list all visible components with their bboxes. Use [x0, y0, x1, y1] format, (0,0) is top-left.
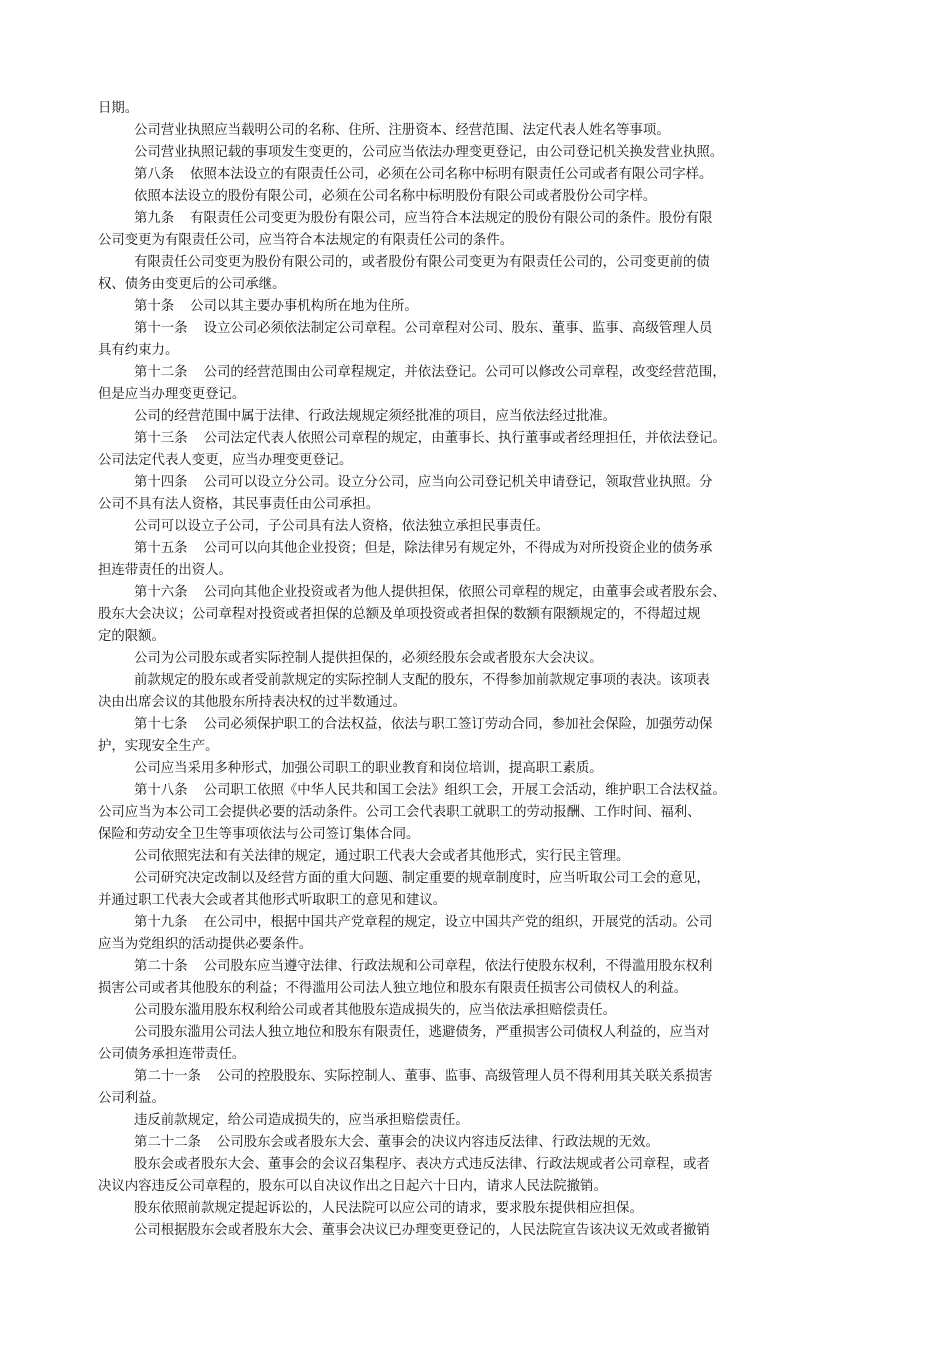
article-label: 第八条	[134, 167, 175, 182]
article-line	[134, 429, 798, 449]
text-line: 公司法定代表人变更，应当办理变更登记。	[98, 453, 353, 468]
text-line: 公司营业执照应当载明公司的名称、住所、注册资本、经营范围、法定代表人姓名等事项。	[134, 123, 670, 138]
text-line: 公司可以设立子公司，子公司具有法人资格，依法独立承担民事责任。	[134, 519, 550, 534]
text-line: 公司研究决定改制以及经营方面的重大问题、制定重要的规章制度时，应当听取公司工会的意见，	[134, 871, 710, 886]
article-label: 第九条	[134, 211, 175, 226]
text-line: 决由出席会议的其他股东所持表决权的过半数通过。	[98, 695, 406, 710]
text-line: 前款规定的股东或者受前款规定的实际控制人支配的股东，不得参加前款规定事项的表决。该项表	[134, 673, 710, 688]
article-text: 设立公司必须依法制定公司章程。公司章程对公司、股东、董事、监事、高级管理人员	[203, 321, 713, 336]
article-label: 第十一条	[134, 321, 188, 336]
text-line: 股东依照前款规定提起诉讼的，人民法院可以应公司的请求，要求股东提供相应担保。	[134, 1201, 643, 1216]
text-line: 公司变更为有限责任公司，应当符合本法规定的有限责任公司的条件。	[98, 233, 514, 248]
article-line	[134, 363, 798, 383]
text-line: 但是应当办理变更登记。	[98, 387, 246, 402]
article-text: 公司可以向其他企业投资；但是，除法律另有规定外，不得成为对所投资企业的债务承	[203, 541, 713, 556]
article-line	[134, 583, 798, 603]
article-label: 第二十一条	[134, 1069, 201, 1084]
article-text: 公司以其主要办事机构所在地为住所。	[190, 299, 418, 314]
text-line: 担连带责任的出资人。	[98, 563, 232, 578]
article-text: 公司可以设立分公司。设立分公司，应当向公司登记机关申请登记，领取营业执照。分	[203, 475, 713, 490]
article-label: 第十二条	[134, 365, 188, 380]
article-line	[134, 297, 798, 317]
article-line	[134, 319, 798, 339]
article-text: 在公司中，根据中国共产党章程的规定，设立中国共产党的组织，开展党的活动。公司	[203, 915, 713, 930]
article-text: 依照本法设立的有限责任公司，必须在公司名称中标明有限责任公司或者有限公司字样。	[190, 167, 713, 182]
article-label: 第十五条	[134, 541, 188, 556]
article-text: 公司法定代表人依照公司章程的规定，由董事长、执行董事或者经理担任，并依法登记。	[203, 431, 726, 446]
article-text: 公司必须保护职工的合法权益，依法与职工签订劳动合同，参加社会保险，加强劳动保	[203, 717, 713, 732]
text-line: 公司债务承担连带责任。	[98, 1047, 246, 1062]
article-line	[134, 913, 798, 933]
article-label: 第十条	[134, 299, 175, 314]
text-line: 权、债务由变更后的公司承继。	[98, 277, 286, 292]
text-line: 有限责任公司变更为股份有限公司的，或者股份有限公司变更为有限责任公司的，公司变更前的债	[134, 255, 710, 270]
text-line: 决议内容违反公司章程的，股东可以自决议作出之日起六十日内，请求人民法院撤销。	[98, 1179, 607, 1194]
article-line	[134, 473, 798, 493]
text-line: 应当为党组织的活动提供必要条件。	[98, 937, 313, 952]
article-line	[134, 209, 798, 229]
text-line: 公司根据股东会或者股东大会、董事会决议已办理变更登记的，人民法院宣告该决议无效或者撤销	[134, 1223, 710, 1238]
article-label: 第十四条	[134, 475, 188, 490]
article-line	[134, 539, 798, 559]
text-line: 违反前款规定，给公司造成损失的，应当承担赔偿责任。	[134, 1113, 469, 1128]
article-line	[134, 957, 798, 977]
article-label: 第二十条	[134, 959, 188, 974]
article-text: 公司的控股股东、实际控制人、董事、监事、高级管理人员不得利用其关联关系损害	[216, 1069, 713, 1084]
text-line: 公司营业执照记载的事项发生变更的，公司应当依法办理变更登记，由公司登记机关换发营业执照。	[134, 145, 724, 160]
article-line	[134, 165, 798, 185]
text-line: 公司股东滥用股东权利给公司或者其他股东造成损失的，应当依法承担赔偿责任。	[134, 1003, 617, 1018]
text-line: 具有约束力。	[98, 343, 179, 358]
article-line	[134, 1133, 798, 1153]
text-line: 损害公司或者其他股东的利益；不得滥用公司法人独立地位和股东有限责任损害公司债权人的利益。	[98, 981, 688, 996]
article-text: 公司的经营范围由公司章程规定，并依法登记。公司可以修改公司章程，改变经营范围，	[203, 365, 726, 380]
text-line: 保险和劳动安全卫生等事项依法与公司签订集体合同。	[98, 827, 420, 842]
text-line: 公司为公司股东或者实际控制人提供担保的，必须经股东会或者股东大会决议。	[134, 651, 603, 666]
text-line: 公司应当采用多种形式，加强公司职工的职业教育和岗位培训，提高职工素质。	[134, 761, 603, 776]
text-line: 公司依照宪法和有关法律的规定，通过职工代表大会或者其他形式，实行民主管理。	[134, 849, 630, 864]
text-line: 定的限额。	[98, 629, 165, 644]
text-line: 依照本法设立的股份有限公司，必须在公司名称中标明股份有限公司或者股份公司字样。	[134, 189, 657, 204]
text-line: 公司应当为本公司工会提供必要的活动条件。公司工会代表职工就职工的劳动报酬、工作时间、福利、	[98, 805, 701, 820]
text-line: 公司不具有法人资格，其民事责任由公司承担。	[98, 497, 380, 512]
article-text: 公司股东应当遵守法律、行政法规和公司章程，依法行使股东权利，不得滥用股东权利	[203, 959, 713, 974]
article-text: 公司职工依照《中华人民共和国工会法》组织工会，开展工会活动，维护职工合法权益。	[203, 783, 726, 798]
text-line: 日期。	[98, 101, 139, 116]
text-line: 股东大会决议；公司章程对投资或者担保的总额及单项投资或者担保的数额有限额规定的，不得超过规	[98, 607, 701, 622]
article-label: 第十六条	[134, 585, 188, 600]
text-line: 公司利益。	[98, 1091, 165, 1106]
article-label: 第十九条	[134, 915, 188, 930]
article-label: 第二十二条	[134, 1135, 201, 1150]
text-line: 并通过职工代表大会或者其他形式听取职工的意见和建议。	[98, 893, 447, 908]
article-label: 第十三条	[134, 431, 188, 446]
article-label: 第十七条	[134, 717, 188, 732]
article-text: 公司向其他企业投资或者为他人提供担保，依照公司章程的规定，由董事会或者股东会、	[203, 585, 726, 600]
article-label: 第十八条	[134, 783, 188, 798]
text-line: 公司的经营范围中属于法律、行政法规规定须经批准的项目，应当依法经过批准。	[134, 409, 617, 424]
text-line: 股东会或者股东大会、董事会的会议召集程序、表决方式违反法律、行政法规或者公司章程，或者	[134, 1157, 710, 1172]
text-line: 公司股东滥用公司法人独立地位和股东有限责任，逃避债务，严重损害公司债权人利益的，应当对	[134, 1025, 710, 1040]
article-line	[134, 1067, 798, 1087]
text-line: 护，实现安全生产。	[98, 739, 219, 754]
article-line	[134, 781, 798, 801]
article-text: 有限责任公司变更为股份有限公司，应当符合本法规定的股份有限公司的条件。股份有限	[190, 211, 713, 226]
article-line	[134, 715, 798, 735]
article-text: 公司股东会或者股东大会、董事会的决议内容违反法律、行政法规的无效。	[216, 1135, 659, 1150]
